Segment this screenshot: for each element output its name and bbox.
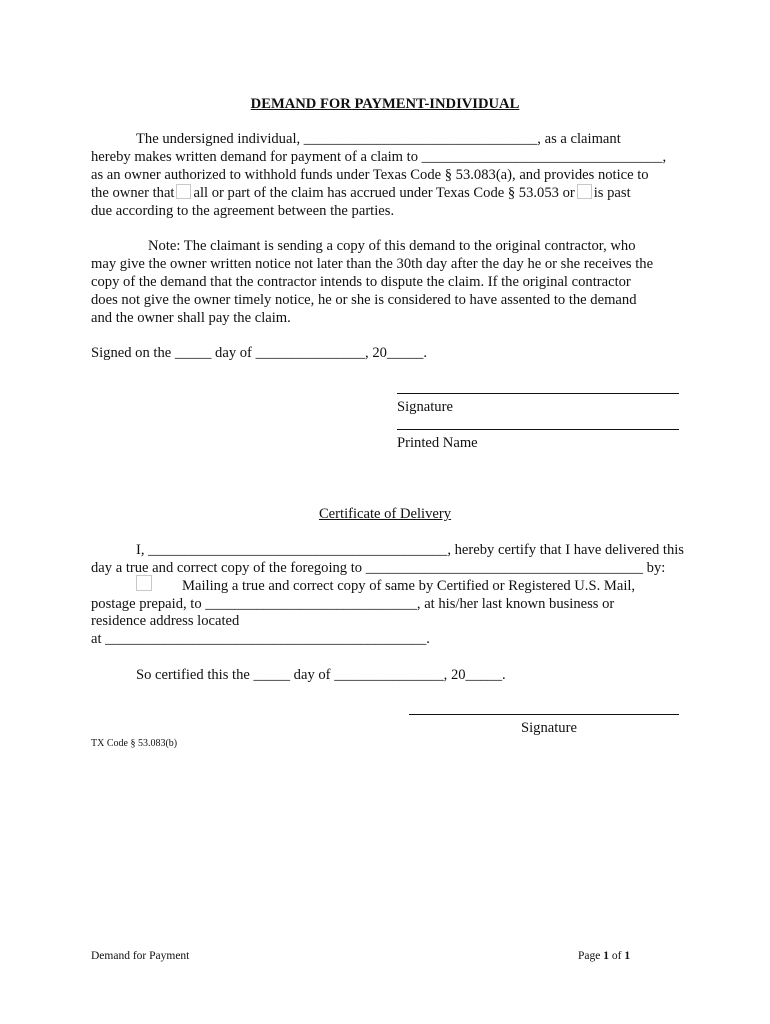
cert-line-5: residence address located: [91, 613, 240, 629]
signature-label: Signature: [397, 399, 453, 415]
footer-page-total: 1: [624, 950, 631, 962]
footer-page-prefix: Page: [578, 950, 601, 962]
para1-line-4: [91, 184, 631, 202]
certificate-title: Certificate of Delivery: [318, 506, 452, 522]
note-line-4: does not give the owner timely notice, he or she is considered to have assented to the demand: [91, 292, 637, 308]
cert-signature-label: Signature: [521, 720, 577, 736]
cert-signature-rule: [409, 714, 679, 715]
footer-page-of: of: [611, 950, 622, 962]
cert-line-4: postage prepaid, to _____________________________, at his/her last known business or: [91, 596, 615, 612]
para1-line-4-b: all or part of the claim has accrued under Texas Code § 53.053 or: [193, 185, 575, 201]
footer-page-number: [578, 950, 630, 962]
cert-line-6: at ____________________________________________.: [91, 631, 430, 647]
para1-line-5: due according to the agreement between the parties.: [91, 203, 395, 219]
note-line-3: copy of the demand that the contractor intends to dispute the claim. If the original contractor: [91, 274, 631, 290]
para1-line-4-a: the owner that: [91, 185, 175, 201]
cert-line-3: Mailing a true and correct copy of same by Certified or Registered U.S. Mail,: [182, 578, 636, 594]
para1-line-3: as an owner authorized to withhold funds under Texas Code § 53.083(a), and provides notice to: [91, 167, 649, 183]
accrued-checkbox[interactable]: [176, 184, 191, 199]
signature-rule: [397, 393, 679, 394]
document-title: DEMAND FOR PAYMENT-INDIVIDUAL: [250, 96, 520, 112]
cert-line-2: day a true and correct copy of the foregoing to ______________________________________ by:: [91, 560, 666, 576]
mailing-checkbox[interactable]: [136, 575, 152, 591]
note-line-2: may give the owner written notice not later than the 30th day after the day he or she receives the: [91, 256, 654, 272]
so-certified-line: So certified this the _____ day of _______________, 20_____.: [136, 667, 506, 683]
footer-page-current: 1: [603, 950, 609, 962]
note-line-5: and the owner shall pay the claim.: [91, 310, 291, 326]
para1-line-1: The undersigned individual, ________________________________, as a claimant: [136, 131, 621, 147]
past-due-checkbox[interactable]: [577, 184, 592, 199]
para1-line-2: hereby makes written demand for payment of a claim to _________________________________,: [91, 149, 667, 165]
code-reference: TX Code § 53.083(b): [91, 738, 178, 749]
signed-on-line: Signed on the _____ day of _______________, 20_____.: [91, 345, 428, 361]
cert-line-1: I, _________________________________________, hereby certify that I have delivered this: [136, 542, 684, 558]
footer-title: Demand for Payment: [91, 950, 190, 962]
printed-name-rule: [397, 429, 679, 430]
para1-line-4-c: is past: [593, 185, 631, 201]
printed-name-label: Printed Name: [397, 435, 478, 451]
note-line-1: Note: The claimant is sending a copy of this demand to the original contractor, who: [148, 238, 636, 254]
